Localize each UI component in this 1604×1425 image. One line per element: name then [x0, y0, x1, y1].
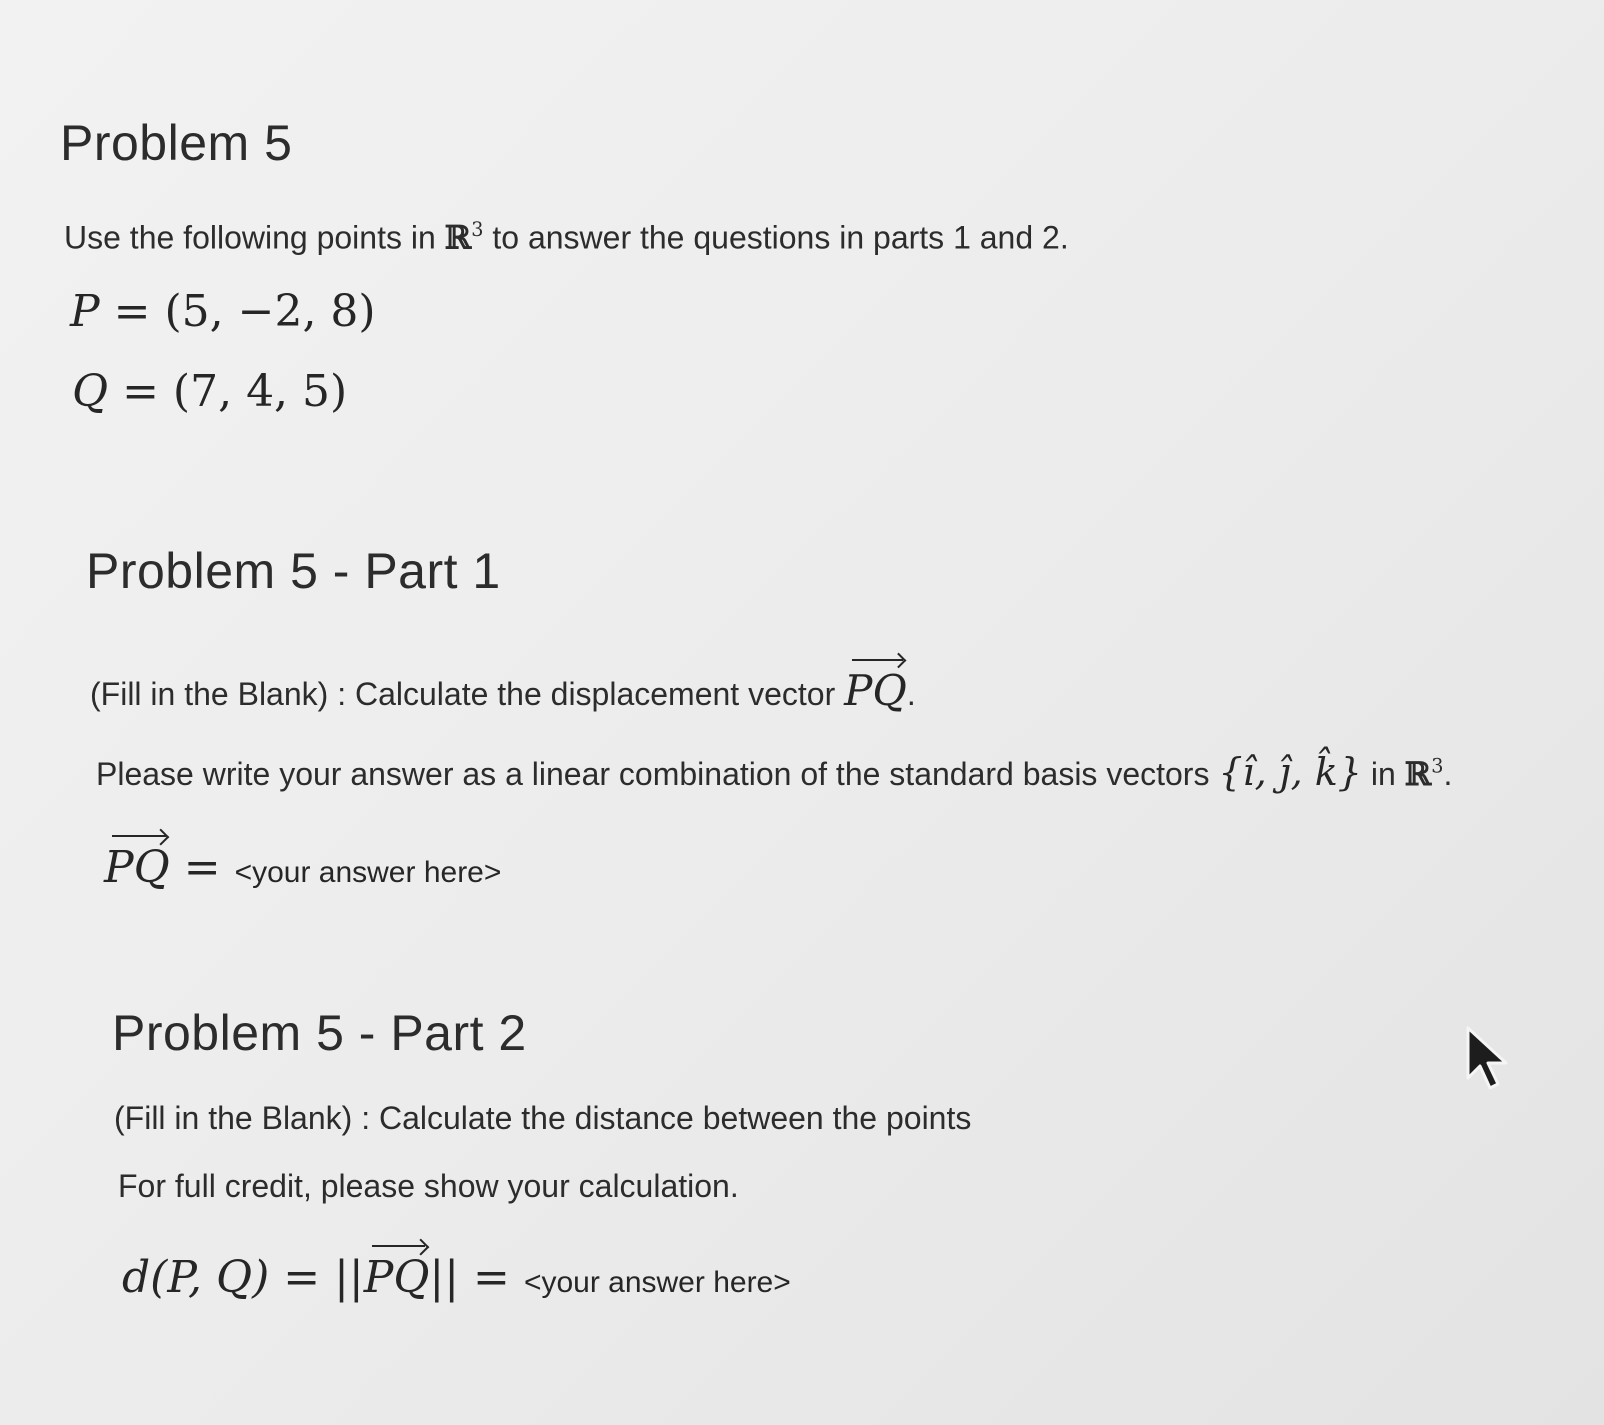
part1-title: Problem 5 - Part 1	[86, 543, 501, 599]
point-p-name: P	[70, 286, 100, 337]
part1-space-exponent: 3	[1431, 754, 1444, 778]
intro-text	[64, 218, 1069, 256]
point-p	[70, 286, 376, 337]
part1-instruction-in: in	[1361, 756, 1405, 792]
intro-before: Use the following points in	[64, 219, 445, 256]
part1-space-symbol: ℝ	[1404, 755, 1432, 793]
part2-answer-line	[122, 1252, 791, 1303]
part1-instruction-end: .	[1443, 756, 1453, 792]
part1-answer-eq: =	[183, 842, 221, 893]
part1-instruction-before: Please write your answer as a linear combination of the standard basis vectors	[96, 756, 1219, 792]
part1-answer-vector: PQ	[104, 842, 170, 893]
mouse-pointer-icon	[1466, 1026, 1522, 1096]
part2-instruction: For full credit, please show your calculation.	[118, 1168, 739, 1204]
part1-answer-line	[104, 842, 501, 893]
space-symbol: ℝ	[444, 218, 472, 257]
point-p-value: = (5, −2, 8)	[113, 286, 376, 337]
intro-after: to answer the questions in parts 1 and 2.	[483, 219, 1069, 256]
part2-title: Problem 5 - Part 2	[112, 1005, 527, 1061]
part1-answer-field[interactable]: <your answer here>	[234, 856, 502, 889]
point-q	[72, 366, 347, 417]
basis-vectors: {î, ĵ, k̂}	[1218, 750, 1362, 794]
problem-title: Problem 5	[60, 115, 293, 171]
part1-prompt-end: .	[906, 676, 916, 712]
part2-answer-rhs: || =	[429, 1252, 510, 1303]
part1-prompt-vector: PQ	[844, 666, 907, 715]
point-q-value: = (7, 4, 5)	[122, 366, 348, 417]
space-exponent: 3	[471, 218, 484, 241]
part1-prompt	[90, 666, 916, 715]
point-q-name: Q	[72, 366, 109, 417]
part2-answer-lhs: d(P, Q) = ||	[122, 1252, 364, 1303]
part2-answer-vector: PQ	[363, 1252, 430, 1303]
part1-instruction	[96, 750, 1452, 794]
part2-answer-field[interactable]: <your answer here>	[523, 1266, 791, 1299]
part1-prompt-text: (Fill in the Blank) : Calculate the displacement vector	[90, 676, 845, 712]
part2-prompt: (Fill in the Blank) : Calculate the distance between the points	[114, 1100, 972, 1136]
